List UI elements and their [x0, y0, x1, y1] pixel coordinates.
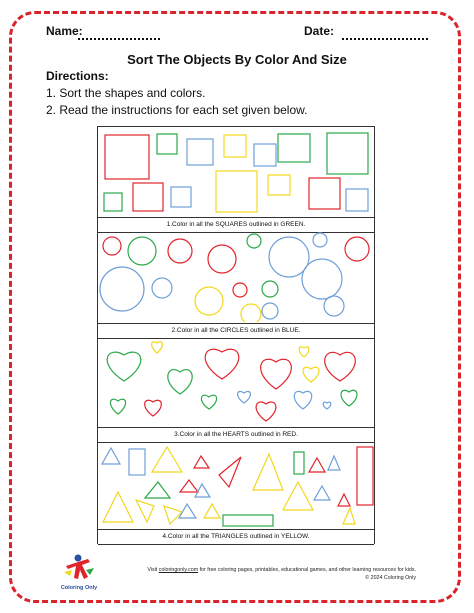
triangle-shape: [194, 456, 209, 468]
heart-shape: [325, 352, 356, 381]
triangles-drawing: [98, 442, 374, 528]
heart-shape: [238, 391, 251, 403]
circle-shape: [233, 283, 247, 297]
worksheet: [97, 126, 375, 544]
panel-triangles: [98, 442, 374, 543]
circle-shape: [195, 287, 223, 315]
square-shape: [171, 187, 191, 207]
triangle-shape: [204, 504, 220, 518]
page-title: Sort The Objects By Color And Size: [127, 52, 347, 67]
heart-shape: [303, 367, 319, 382]
date-field[interactable]: [342, 38, 428, 40]
circle-shape: [247, 234, 261, 248]
panel-caption: 4.Color in all the TRIANGLES outlined in YELLOW.: [98, 529, 374, 545]
rectangle-shape: [129, 449, 145, 475]
name-label: Name:: [46, 24, 83, 38]
triangle-shape: [343, 508, 355, 524]
footer-text: [147, 566, 416, 582]
footer-visit-prefix: Visit: [147, 567, 159, 573]
square-shape: [268, 175, 290, 195]
triangle-shape: [219, 457, 241, 487]
square-shape: [104, 193, 122, 211]
rectangle-shape: [223, 515, 273, 526]
circle-shape: [241, 304, 261, 322]
heart-shape: [341, 390, 357, 406]
triangle-shape: [145, 482, 170, 498]
circle-shape: [128, 237, 156, 265]
triangle-shape: [180, 480, 198, 492]
square-shape: [224, 135, 246, 157]
heart-shape: [256, 402, 276, 421]
date-label: Date:: [304, 24, 335, 38]
directions-heading: Directions:: [46, 69, 109, 83]
square-shape: [187, 139, 213, 165]
circle-shape: [100, 267, 144, 311]
triangle-shape: [338, 494, 350, 506]
square-shape: [216, 171, 257, 212]
copyright: © 2024 Coloring Only: [365, 575, 416, 581]
panel-hearts: [98, 337, 374, 442]
logo-text: Coloring Only: [60, 585, 98, 591]
circle-shape: [103, 237, 121, 255]
name-field[interactable]: [78, 38, 160, 40]
triangle-shape: [283, 482, 313, 510]
panel-caption: 3.Color in all the HEARTS outlined in RED.: [98, 427, 374, 443]
panel-caption: 1.Color in all the SQUARES outlined in GREEN.: [98, 217, 374, 233]
triangle-shape: [179, 504, 196, 518]
rectangle-shape: [294, 452, 304, 474]
panel-caption: 2.Color in all the CIRCLES outlined in BLUE.: [98, 323, 374, 339]
triangle-shape: [253, 454, 283, 490]
triangle-shape: [164, 506, 182, 524]
hearts-drawing: [98, 337, 374, 426]
circle-shape: [168, 239, 192, 263]
heart-shape: [261, 359, 292, 389]
circles-drawing: [98, 232, 374, 322]
heart-shape: [299, 347, 309, 357]
panel-squares: [98, 127, 374, 232]
heart-shape: [152, 342, 163, 353]
panel-circles: [98, 232, 374, 337]
square-shape: [309, 178, 340, 209]
triangle-shape: [328, 456, 340, 470]
heart-shape: [294, 391, 311, 409]
square-shape: [278, 134, 310, 162]
heart-shape: [323, 402, 331, 409]
square-shape: [157, 134, 177, 154]
square-shape: [327, 133, 368, 174]
circle-shape: [262, 281, 278, 297]
heart-shape: [205, 349, 239, 379]
direction-step-1: 1. Sort the shapes and colors.: [46, 86, 206, 100]
heart-shape: [110, 399, 125, 414]
triangle-shape: [103, 492, 133, 522]
circle-shape: [345, 237, 369, 261]
circle-shape: [269, 237, 309, 277]
square-shape: [105, 135, 149, 179]
heart-shape: [145, 400, 162, 416]
triangle-shape: [309, 458, 325, 472]
triangle-shape: [314, 486, 330, 500]
square-shape: [346, 189, 368, 211]
squares-drawing: [98, 127, 374, 216]
footer-link[interactable]: coloringonly.com: [158, 567, 199, 573]
square-shape: [133, 183, 163, 211]
circle-shape: [324, 296, 344, 316]
triangle-shape: [102, 448, 120, 464]
circle-shape: [152, 278, 172, 298]
square-shape: [254, 144, 276, 166]
heart-shape: [168, 370, 192, 394]
rectangle-shape: [357, 447, 373, 505]
circle-shape: [262, 303, 278, 319]
heart-shape: [201, 395, 216, 409]
triangle-shape: [152, 447, 182, 472]
circle-shape: [208, 245, 236, 273]
triangle-shape: [136, 500, 154, 522]
direction-step-2: 2. Read the instructions for each set given below.: [46, 103, 308, 117]
circle-shape: [313, 233, 327, 247]
heart-shape: [107, 352, 141, 381]
coloring-only-logo-icon: [60, 552, 96, 582]
footer-visit-suffix: for free coloring pages, printables, educational games, and other learning resources for kids.: [198, 567, 416, 573]
circle-shape: [302, 259, 342, 299]
